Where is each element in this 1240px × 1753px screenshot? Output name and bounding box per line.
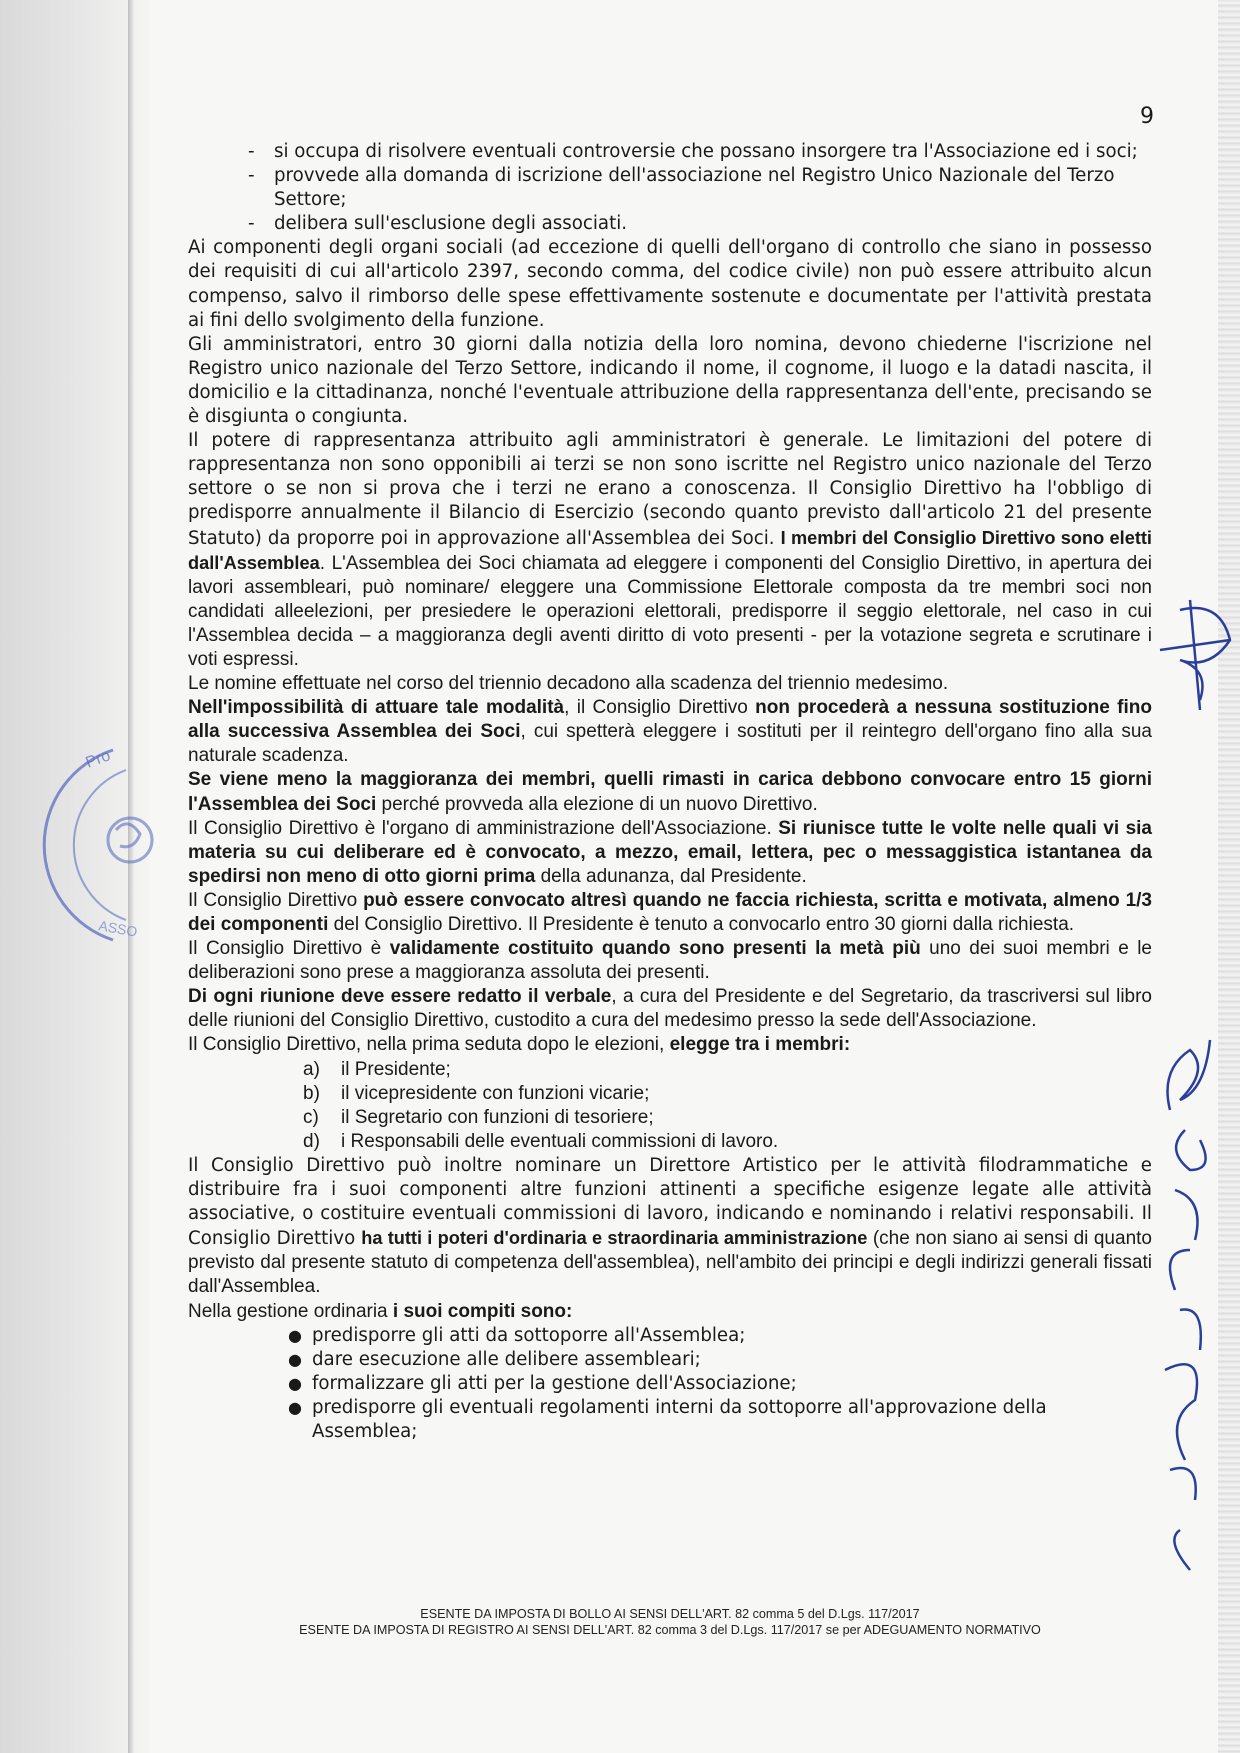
- dash-bullet: -: [248, 165, 255, 187]
- list-item: [248, 140, 1152, 164]
- list-item: ● predisporre gli atti da sottoporre all'Assemblea;: [288, 1324, 1152, 1348]
- paragraph-organo-amministrazione: Il Consiglio Direttivo è l'organo di amministrazione dell'Associazione. Si riunisce tutte le volte nelle quali vi sia materia su cui deliberare ed è convocato, a mezzo, email, lettera, pec o messaggistica istantanea da spedirsi non meno di otto giorni prima della adunanza, dal Presidente.: [188, 817, 1152, 887]
- list-item: ● dare esecuzione alle delibere assembleari;: [288, 1348, 1152, 1372]
- paragraph-direttore-artistico: Il Consiglio Direttivo può inoltre nominare un Direttore Artistico per le attività filodrammatiche e distribuire fra i suoi componenti altre funzioni attinenti a specifiche esigenze legate alle attività associative, o costituire eventuali commissioni di lavoro, indicando e nominando i relativi responsabili. Il Consiglio Direttivo ha tutti i poteri d'ordinaria e straordinaria amministrazione (che non siano ai sensi di quanto previsto dal presente statuto di competenza dell'assemblea), nell'ambito dei principi e degli indirizzi generali fissati dall'Assemblea.: [188, 1154, 1152, 1298]
- list-item: ● predisporre gli eventuali regolamenti interni da sottoporre all'approvazione della Assemblea;: [288, 1396, 1152, 1444]
- page-number: 9: [1140, 104, 1154, 129]
- footer-line-bollo: ESENTE DA IMPOSTA DI BOLLO AI SENSI DELL'ART. 82 comma 5 del D.Lgs. 117/2017: [420, 1607, 920, 1621]
- paragraph-nomine: Le nomine effettuate nel corso del triennio decadono alla scadenza del triennio medesimo.: [188, 673, 949, 695]
- list-item: d) i Responsabili delle eventuali commissioni di lavoro.: [303, 1130, 779, 1152]
- footer-line-registro: ESENTE DA IMPOSTA DI REGISTRO AI SENSI DELL'ART. 82 comma 3 del D.Lgs. 117/2017 se per ADEGUAMENTO NORMATIVO: [299, 1623, 1041, 1637]
- list-item: [248, 212, 1152, 236]
- tasks-list: [288, 1324, 1152, 1444]
- paragraph-compensi: Ai componenti degli organi sociali (ad eccezione di quelli dell'organo di controllo che siano in possesso dei requisiti di cui all'articolo 2397, secondo comma, del codice civile) non può essere attribuito alcun compenso, salvo il rimborso delle spese effettivamente sostenute e documentate per l'attività prestata ai fini dello svolgimento della funzione.: [188, 237, 1152, 331]
- bold-text: I membri del Consiglio Direttivo sono eletti dall'Assemblea: [188, 527, 1152, 573]
- paragraph-convocazione: Il Consiglio Direttivo può essere convocato altresì quando ne faccia richiesta, scritta e motivata, almeno 1/3 dei componenti del Consiglio Direttivo. Il Presidente è tenuto a convocarlo entro 30 giorni dalla richiesta.: [188, 889, 1153, 935]
- paragraph-elegge: Il Consiglio Direttivo, nella prima seduta dopo le elezioni, elegge tra i membri:: [188, 1034, 851, 1056]
- roles-list: [303, 1058, 1152, 1154]
- handwritten-signatures: [1150, 590, 1240, 1590]
- paragraph-costituzione: Il Consiglio Direttivo è validamente costituito quando sono presenti la metà più uno dei suoi membri e le deliberazioni sono prese a maggioranza assoluta dei presenti.: [188, 938, 1152, 984]
- paragraph-amministratori: Gli amministratori, entro 30 giorni dalla notizia della loro nomina, devono chiederne l'iscrizione nel Registro unico nazionale del Terzo Settore, indicando il nome, il cognome, il luogo e la datadi nascita, il domicilio e la cittadinanza, nonché l'eventuale attribuzione della rappresentanza dell'ente, precisando se è disgiunta o congiunta.: [188, 333, 1152, 428]
- list-item: c) il Segretario con funzioni di tesoriere;: [303, 1106, 654, 1128]
- bullet-dot: ●: [288, 1373, 302, 1393]
- paragraph-maggioranza: Se viene meno la maggioranza dei membri, quelli rimasti in carica debbono convocare entro 15 giorni l'Assemblea dei Soci perché provveda alla elezione di un nuovo Direttivo.: [188, 769, 1152, 815]
- association-stamp: [18, 730, 158, 950]
- bullet-dot: ●: [288, 1325, 302, 1345]
- list-item: ● formalizzare gli atti per la gestione dell'Associazione;: [288, 1372, 1152, 1396]
- svg-text:Pro: Pro: [83, 747, 113, 772]
- footer-note: [180, 1606, 1160, 1638]
- dash-bullet: -: [248, 141, 255, 162]
- list-item-text: si occupa di risolvere eventuali controversie che possano insorgere tra l'Associazione ed i soci;: [274, 141, 1138, 162]
- list-item-text: delibera sull'esclusione degli associati.: [274, 213, 628, 235]
- list-item: [248, 164, 1152, 212]
- list-item: b) il vicepresidente con funzioni vicarie;: [303, 1082, 650, 1104]
- paragraph-impossibilita: Nell'impossibilità di attuare tale modalità, il Consiglio Direttivo non procederà a nessuna sostituzione fino alla successiva Assemblea dei Soci, cui spetterà eleggere i sostituti per il reintegro dell'organo fino alla sua naturale scadenza.: [188, 697, 1152, 767]
- paragraph-verbale: Di ogni riunione deve essere redatto il verbale, a cura del Presidente e del Segretario, da trascriversi sul libro delle riunioni del Consiglio Direttivo, custodito a cura del medesimo presso la sede dell'Associazione.: [188, 986, 1152, 1032]
- list-item-text: provvede alla domanda di iscrizione dell'associazione nel Registro Unico Nazionale del Terzo Settore;: [274, 165, 1115, 211]
- bullet-dot: ●: [288, 1349, 302, 1369]
- paragraph-compiti: Nella gestione ordinaria i suoi compiti sono:: [188, 1300, 573, 1322]
- list-item: a) il Presidente;: [303, 1058, 451, 1080]
- svg-text:ASSO: ASSO: [97, 917, 139, 940]
- document-body: [188, 140, 1152, 1444]
- dash-bullet: -: [248, 213, 255, 235]
- bullet-dot: ●: [288, 1397, 302, 1417]
- paragraph-potere-rappresentanza: Il potere di rappresentanza attribuito agli amministratori è generale. Le limitazioni del potere di rappresentanza non sono opponibili ai terzi se non sono iscritte nel Registro unico nazionale del Terzo settore o se non si prova che i terzi ne erano a conoscenza. Il Consiglio Direttivo ha l'obbligo di predisporre annualmente il Bilancio di Esercizio (secondo quanto previsto dall'articolo 21 del presente Statuto) da proporre poi in approvazione all'Assemblea dei Soci. I membri del Consiglio Direttivo sono eletti dall'Assemblea. L'Assemblea dei Soci chiamata ad eleggere i componenti del Consiglio Direttivo, in apertura dei lavori assembleari, può nominare/ eleggere una Commissione Elettorale composta da tre membri soci non candidati alleelezioni, per presiedere le operazioni elettorali, predisporre il seggio elettorale, nel caso in cui l'Assemblea decida – a maggioranza degli aventi diritto di voto presenti - per la votazione segreta e scrutinare i voti espressi.: [188, 430, 1152, 670]
